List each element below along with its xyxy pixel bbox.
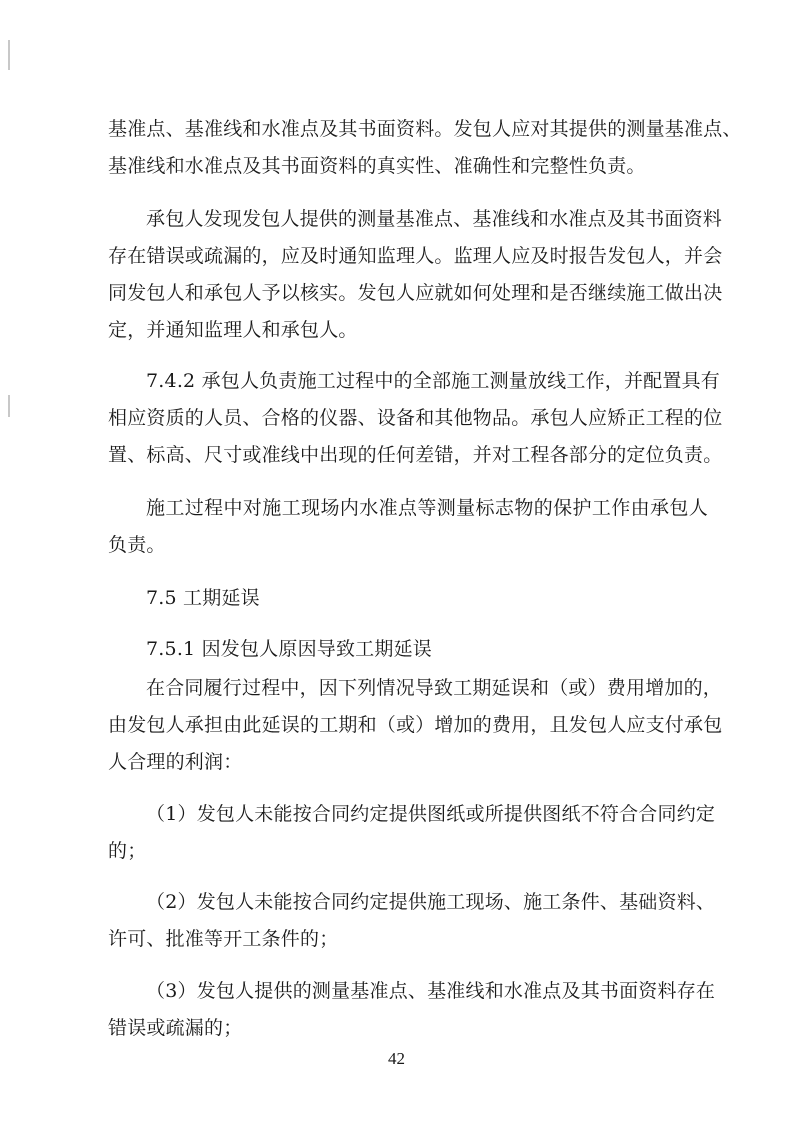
text-line: 置、标高、尺寸或准线中出现的任何差错，并对工程各部分的定位负责。: [108, 444, 723, 466]
text-line: 在合同履行过程中，因下列情况导致工期延误和（或）费用增加的，: [146, 677, 723, 699]
text-line: 基准点、基准线和水准点及其书面资料。发包人应对其提供的测量基准点、: [108, 118, 742, 140]
text-line: 同发包人和承包人予以核实。发包人应就如何处理和是否继续施工做出决: [108, 282, 723, 304]
list-item: （1）发包人未能按合同约定提供图纸或所提供图纸不符合合同约定: [146, 803, 716, 825]
text-line: 许可、批准等开工条件的；: [108, 928, 339, 950]
list-item: （2）发包人未能按合同约定提供施工现场、施工条件、基础资料、: [146, 891, 716, 913]
text-line: 相应资质的人员、合格的仪器、设备和其他物品。承包人应矫正工程的位: [108, 407, 723, 429]
text-line: 人合理的利润：: [108, 751, 243, 773]
list-item: （3）发包人提供的测量基准点、基准线和水准点及其书面资料存在: [146, 980, 716, 1002]
clause-text: 7.4.2 承包人负责施工过程中的全部施工测量放线工作，并配置具有: [146, 370, 720, 392]
text-line: 施工过程中对施工现场内水准点等测量标志物的保护工作由承包人: [146, 497, 708, 519]
text-line: 错误或疏漏的；: [108, 1017, 243, 1039]
text-line: 由发包人承担由此延误的工期和（或）增加的费用，且发包人应支付承包: [108, 714, 723, 736]
page-number: 42: [388, 1049, 405, 1068]
scan-edge-mark: [8, 395, 10, 417]
text-line: 的；: [108, 840, 147, 862]
text-line: 存在错误或疏漏的，应及时通知监理人。监理人应及时报告发包人，并会: [108, 245, 723, 267]
text-line: 定，并通知监理人和承包人。: [108, 319, 358, 341]
subsection-heading: 7.5.1 因发包人原因导致工期延误: [146, 638, 432, 660]
text-line: 基准线和水准点及其书面资料的真实性、准确性和完整性负责。: [108, 155, 646, 177]
text-line: 承包人发现发包人提供的测量基准点、基准线和水准点及其书面资料: [146, 208, 723, 230]
text-line: 负责。: [108, 534, 166, 556]
section-heading: 7.5 工期延误: [146, 587, 260, 609]
scan-edge-mark: [8, 40, 10, 70]
